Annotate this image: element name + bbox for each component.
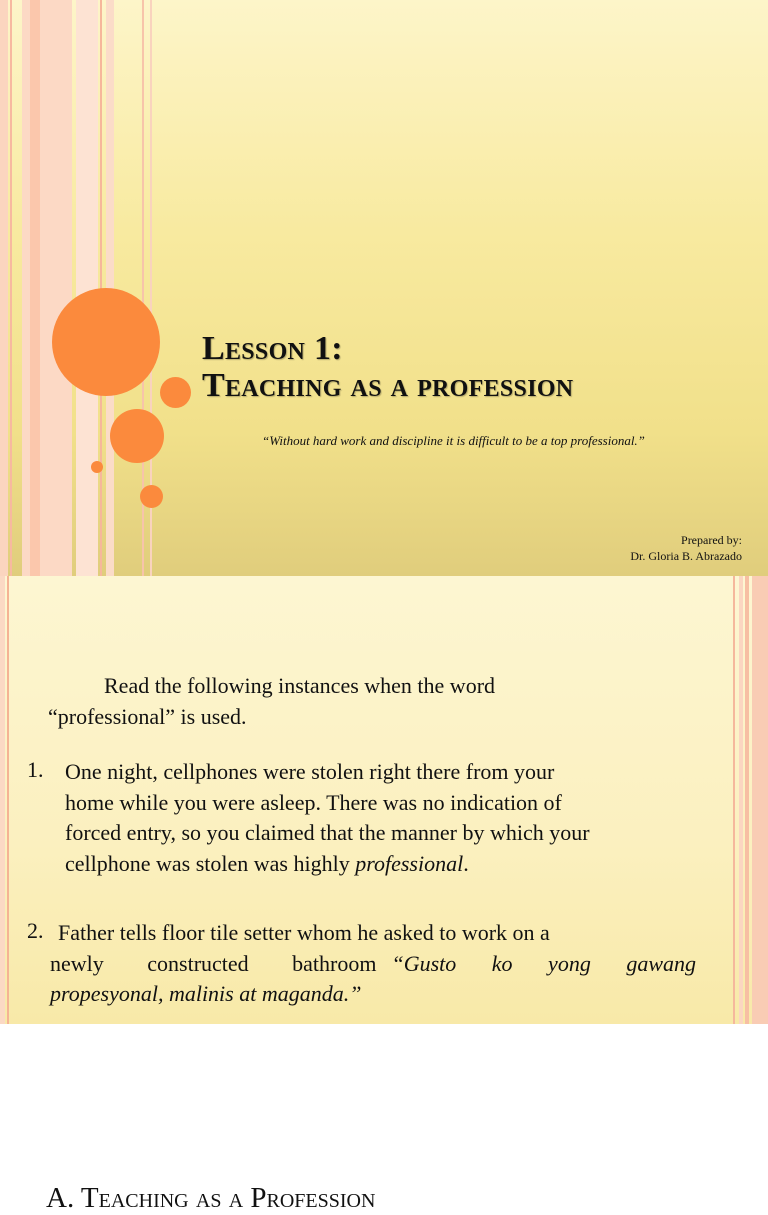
intro-line-2: “professional” is used. bbox=[48, 703, 247, 729]
decorative-circle-small bbox=[160, 377, 191, 408]
decorative-stripe bbox=[739, 576, 743, 1024]
prepared-by-label: Prepared by: bbox=[681, 533, 742, 547]
list-item-1 bbox=[65, 757, 696, 879]
author-name: Dr. Gloria B. Abrazado bbox=[630, 549, 742, 564]
item2-line-2-quote: “Gusto ko yong gawang bbox=[391, 950, 696, 976]
item2-line-3 bbox=[50, 979, 696, 1010]
decorative-stripe bbox=[733, 576, 735, 1024]
item2-line-2 bbox=[50, 949, 696, 980]
item1-line-4 bbox=[65, 849, 696, 880]
item2-line-2-text: newly constructed bathroom bbox=[50, 950, 377, 976]
decorative-circle-tiny bbox=[91, 461, 103, 473]
intro-paragraph bbox=[48, 671, 696, 732]
section-heading: A. Teaching as a Profession bbox=[46, 1182, 376, 1214]
title-slide bbox=[0, 0, 768, 576]
decorative-stripe bbox=[752, 576, 768, 1024]
decorative-stripe bbox=[30, 0, 40, 576]
title-line-1: Lesson 1: bbox=[202, 330, 343, 367]
decorative-stripe bbox=[10, 0, 12, 576]
item1-line-3: forced entry, so you claimed that the manner by which your bbox=[65, 820, 590, 845]
item2-line-3-quote: propesyonal, malinis at maganda.” bbox=[50, 981, 362, 1006]
decorative-stripe bbox=[745, 576, 749, 1024]
author-block bbox=[630, 532, 742, 564]
list-number-1: 1. bbox=[27, 757, 44, 782]
decorative-stripe bbox=[0, 0, 8, 576]
decorative-circle-medium bbox=[110, 409, 164, 463]
slide-title bbox=[202, 330, 573, 405]
epigraph-quote: “Without hard work and discipline it is difficult to be a top professional.” bbox=[262, 433, 645, 448]
decorative-stripe bbox=[0, 576, 5, 1024]
item1-line-2: home while you were asleep. There was no indication of bbox=[65, 789, 562, 815]
item1-line-4-end: . bbox=[463, 850, 469, 876]
intro-line-1: Read the following instances when the word bbox=[104, 673, 496, 698]
emphasis-professional: professional bbox=[355, 850, 464, 876]
item2-line-1: Father tells floor tile setter whom he asked to work on a bbox=[58, 920, 550, 945]
decorative-stripe bbox=[7, 576, 9, 1024]
decorative-circle-small bbox=[140, 485, 163, 508]
item1-line-1: One night, cellphones were stolen right there from your bbox=[65, 759, 555, 784]
list-number-2: 2. bbox=[27, 918, 44, 943]
title-line-2: Teaching as a profession bbox=[202, 367, 574, 405]
item1-line-4-text: cellphone was stolen was highly bbox=[65, 850, 356, 876]
decorative-circle-large bbox=[52, 288, 160, 396]
list-item-2 bbox=[50, 918, 696, 1010]
